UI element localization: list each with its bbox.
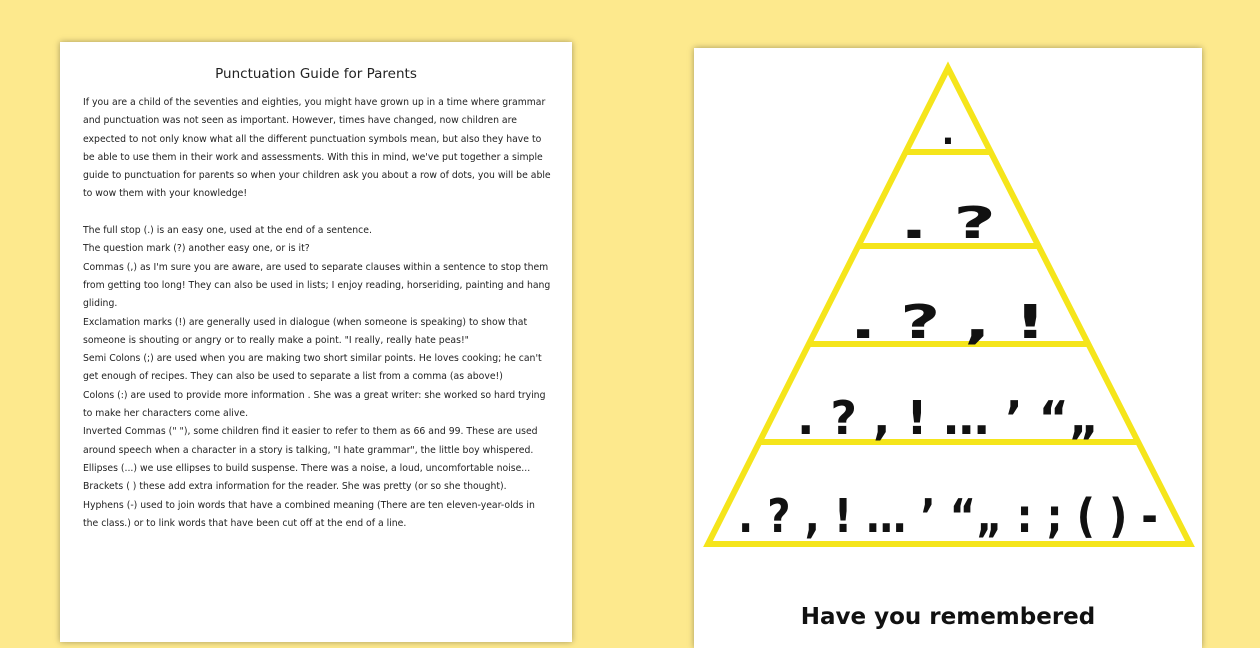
- guide-paragraph: Ellipses (...) we use ellipses to build suspense. There was a noise, a loud, uncomfortable noise...: [83, 462, 531, 474]
- guide-title: Punctuation Guide for Parents: [215, 66, 417, 82]
- pyramid-page: [694, 48, 1202, 648]
- pyramid-tier-1: .: [941, 113, 955, 153]
- guide-paragraph: Exclamation marks (!) are generally used in dialogue (when someone is speaking) to show that someone is shouting or angry or to really make a point. "I really, really hate peas!": [83, 316, 528, 346]
- guide-paragraph: The question mark (?) another easy one, or is it?: [83, 243, 310, 255]
- guide-paragraph: Semi Colons (;) are used when you are making two short similar points. He loves cooking; he can't get enough of recipes. They can also be used to separate a list from a comma (as above!): [83, 353, 542, 383]
- pyramid-tier-3: . ? , !: [850, 295, 1046, 349]
- guide-paragraph: The full stop (.) is an easy one, used at the end of a sentence.: [83, 225, 372, 237]
- guide-paragraph: Brackets ( ) these add extra information for the reader. She was pretty (or so she thought).: [83, 481, 507, 493]
- pyramid-tier-5: . ? , ! … ’ “„ : ; ( ) -: [738, 489, 1158, 543]
- guide-paragraph: If you are a child of the seventies and eighties, you might have grown up in a time where grammar and punctuation was not seen as important. However, times have changed, now children are expected to not only know what all the different punctuation symbols mean, but also they have to be able to use them in their work and assessments. With this in mind, we've put together a simple guide to punctuation for parents so when your children ask you about a row of dots, you will be able to wow them with your knowledge!: [83, 97, 551, 200]
- guide-paragraph: Commas (,) as I'm sure you are aware, are used to separate clauses within a sentence to stop them from getting too long! They can also be used in lists; I enjoy reading, horseriding, painting and hang gliding.: [83, 261, 551, 310]
- guide-paragraph: Colons (:) are used to provide more information . She was a great writer: she worked so hard trying to make her characters come alive.: [83, 389, 546, 420]
- guide-paragraph: Hyphens (-) used to join words that have a combined meaning (There are ten eleven-year-olds in the class.) or to link words that have been cut off at the end of a line.: [83, 499, 535, 529]
- punctuation-pyramid: [694, 48, 1202, 608]
- reminder-heading: Have you remembered: [800, 604, 1096, 630]
- pyramid-tier-2: . ?: [900, 198, 996, 249]
- guide-paragraph: Inverted Commas (" "), some children find it easier to refer to them as 66 and 99. These are used around speech when a character in a story is talking, "I hate grammar", the little boy whispered.: [83, 426, 538, 456]
- paragraph-gap: [83, 204, 553, 222]
- guide-page: [60, 42, 572, 642]
- pyramid-tier-4: . ? , ! … ’ “„: [797, 391, 1099, 445]
- guide-body: [83, 94, 553, 533]
